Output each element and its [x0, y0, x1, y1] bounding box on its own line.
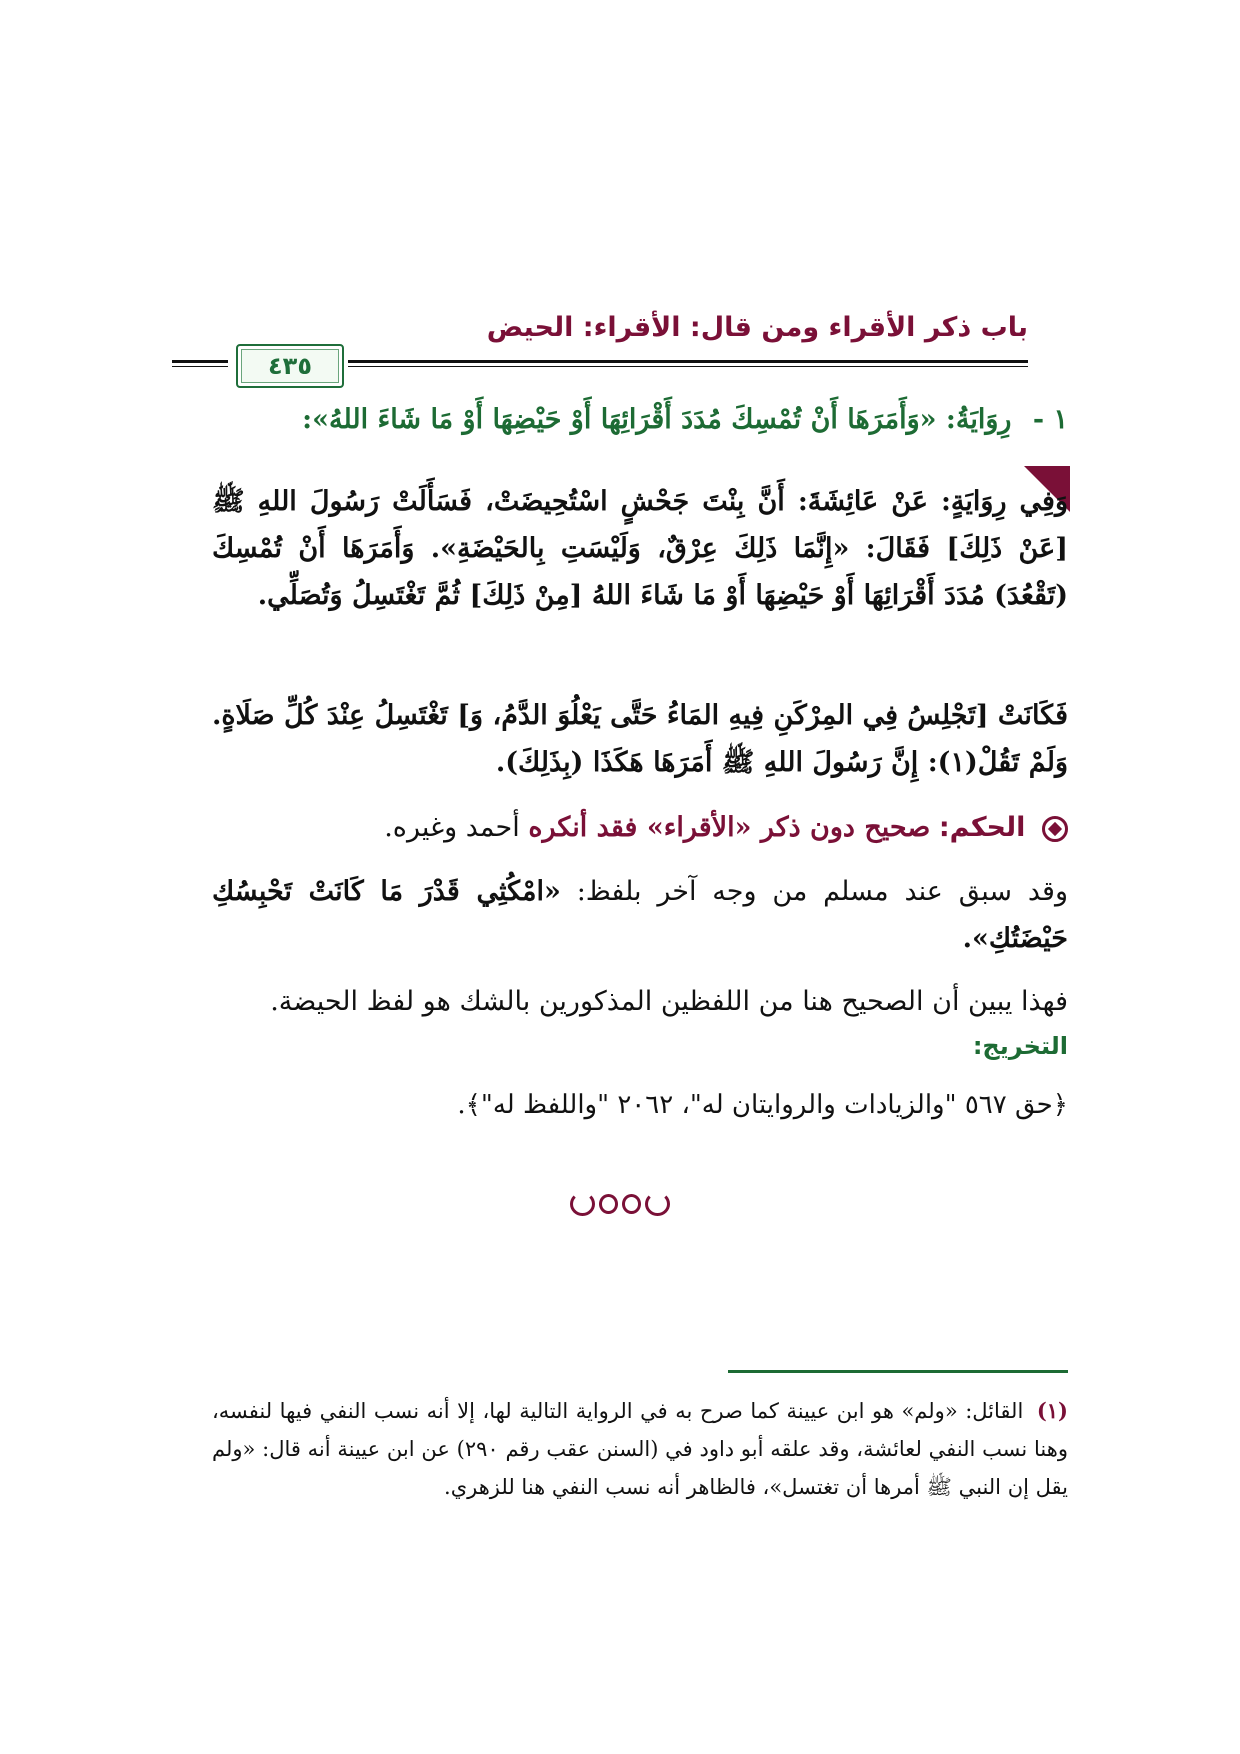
header-rule: [348, 360, 1028, 363]
page-number: ٤٣٥: [268, 352, 312, 380]
ruling-label: الحكم:: [938, 812, 1026, 843]
takhrij-text: ﴿حق ٥٦٧ "والزيادات والروايتان له"، ٢٠٦٢ "واللفظ له"﴾.: [457, 1090, 1068, 1120]
section-number: ١ -: [1032, 404, 1068, 435]
footnote-rule: [728, 1370, 1068, 1373]
footnote-text: القائل: «ولم» هو ابن عيينة كما صرح به في الرواية التالية لها، إلا أنه نسب النفي فيها لنفسه، وهنا نسب النفي لعائشة، وقد علقه أبو داود في (السنن عقب رقم ٢٩٠) عن ابن عيينة أنه قال: «ولم يقل إن النبي ﷺ أمرها أن تغتسل»، فالظاهر أنه نسب النفي هنا للزهري.: [212, 1399, 1068, 1499]
chapter-title: باب ذكر الأقراء ومن قال: الأقراء: الحيض: [486, 312, 1028, 343]
ruling-line: [212, 812, 1068, 843]
ruling-text: صحيح دون ذكر «الأقراء» فقد أنكره: [528, 812, 931, 843]
narration-paragraph: وَفِي رِوَايَةٍ: عَنْ عَائِشَةَ: أَنَّ بِنْتَ جَحْشٍ اسْتُحِيضَتْ، فَسَأَلَتْ رَسُولَ اللهِ ﷺ [عَنْ ذَلِكَ] فَقَالَ: «إِنَّمَا ذَلِكَ عِرْقٌ، وَلَيْسَتِ بِالحَيْضَةِ». وَأَمَرَهَا أَنْ تُمْسِكَ (تَقْعُدَ) مُدَدَ أَقْرَائِهَا أَوْ حَيْضِهَا أَوْ مَا شَاءَ اللهُ [مِنْ ذَلِكَ] ثُمَّ تَغْتَسِلُ وَتُصَلِّي.: [212, 486, 1069, 611]
footnote: [212, 1392, 1068, 1506]
section-title: رِوَايَةُ: «وَأَمَرَهَا أَنْ تُمْسِكَ مُدَدَ أَقْرَائِهَا أَوْ حَيْضِهَا أَوْ مَا شَاءَ اللهُ»:: [302, 404, 1012, 435]
narration-paragraph-continued: فَكَانَتْ [تَجْلِسُ فِي المِرْكَنِ فِيهِ المَاءُ حَتَّى يَعْلُوَ الدَّمُ، وَ] تَغْتَسِلُ عِنْدَ كُلِّ صَلَاةٍ. وَلَمْ تَقُلْ(١): إِنَّ رَسُولَ اللهِ ﷺ أَمَرَهَا هَكَذَا (بِذَلِكَ).: [212, 700, 1068, 778]
muslim-reference-paragraph: [212, 868, 1068, 962]
footnote-number: (١): [1036, 1398, 1068, 1423]
page-header: [172, 312, 1028, 380]
section-divider-ornament: [570, 1186, 670, 1222]
ornament-flower-icon: [622, 1194, 641, 1214]
page-number-badge: [236, 344, 344, 388]
ornament-curl-icon: [570, 1192, 595, 1216]
ornament-flower-icon: [599, 1194, 618, 1214]
conclusion-paragraph: فهذا يبين أن الصحيح هنا من اللفظين المذكورين بالشك هو لفظ الحيضة.: [270, 986, 1068, 1017]
section-heading: [212, 404, 1068, 435]
takhrij-label: التخريج:: [972, 1032, 1068, 1060]
ruling-rest: أحمد وغيره.: [384, 812, 520, 843]
muslim-reference-text: وقد سبق عند مسلم من وجه آخر بلفظ:: [576, 876, 1068, 907]
ruling-flower-icon: [1042, 816, 1068, 842]
muslim-reference-quote: «امْكُثِي قَدْرَ مَا كَانَتْ تَحْبِسُكِ حَيْضَتُكِ».: [212, 876, 1068, 954]
ornament-curl-icon: [645, 1192, 670, 1216]
header-rule-short: [172, 360, 228, 363]
